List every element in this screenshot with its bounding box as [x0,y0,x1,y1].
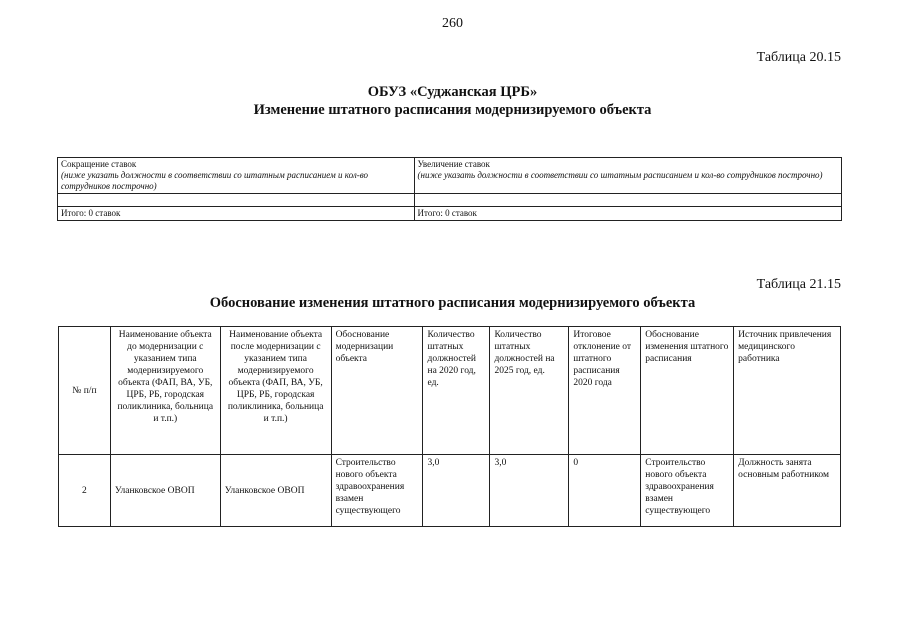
reduction-header-cell [58,158,415,194]
col-header-object-before: Наименование объекта до модернизации с указанием типа модернизируемого объекта (ФАП, ВА, УБ, ЦРБ, РБ, городская поликлиника, больница и т.п.) [110,327,220,455]
cell-deviation: 0 [569,455,641,527]
page-number: 260 [442,16,463,31]
col-header-number: № п/п [59,327,111,455]
col-header-change-reason: Обоснование изменения штатного расписания [641,327,734,455]
increase-note: (ниже указать должности в соответствии со штатным расписанием и кол-во сотрудников построчно) [417,170,823,180]
cell-source: Должность занята основным работником [734,455,841,527]
header-row [59,327,841,455]
empty-cell [58,194,415,207]
cell-justification: Строительство нового объекта здравоохранения взамен существующего [331,455,423,527]
empty-cell [414,194,841,207]
table1-title: Изменение штатного расписания модернизируемого объекта [253,102,652,118]
col-header-source: Источник привлечения медицинского работника [734,327,841,455]
increase-header: Увеличение ставок [417,159,490,169]
reduction-note: (ниже указать должности в соответствии со штатным расписанием и кол-во сотрудников построчно) [61,170,369,191]
cell-change-reason: Строительство нового объекта здравоохранения взамен существующего [641,455,734,527]
table2-label: Таблица 21.15 [756,277,841,292]
col-header-staff-2020: Количество штатных должностей на 2020 год, ед. [423,327,490,455]
cell-staff-2025: 3,0 [490,455,569,527]
increase-total: Итого: 0 ставок [414,207,841,221]
staff-change-table [57,157,842,221]
table2-title: Обоснование изменения штатного расписания модернизируемого объекта [209,295,696,311]
table1-title-org: ОБУЗ «Суджанская ЦРБ» [367,84,538,100]
reduction-total: Итого: 0 ставок [58,207,415,221]
col-header-justification: Обоснование модернизации объекта [331,327,423,455]
table-row [58,194,842,207]
col-header-staff-2025: Количество штатных должностей на 2025 год, ед. [490,327,569,455]
increase-header-cell [414,158,841,194]
table-row [58,158,842,194]
cell-number: 2 [59,455,111,527]
table-row [58,207,842,221]
cell-object-after: Уланковское ОВОП [220,455,331,527]
justification-table [58,326,841,527]
cell-staff-2020: 3,0 [423,455,490,527]
reduction-header: Сокращение ставок [61,159,137,169]
table-row [59,455,841,527]
col-header-object-after: Наименование объекта после модернизации с указанием типа модернизируемого объекта (ФАП, ВА, УБ, ЦРБ, РБ, городская поликлиника, больница и т.п.) [220,327,331,455]
cell-object-before: Уланковское ОВОП [110,455,220,527]
table1-label: Таблица 20.15 [756,50,841,65]
col-header-deviation: Итоговое отклонение от штатного расписания 2020 года [569,327,641,455]
